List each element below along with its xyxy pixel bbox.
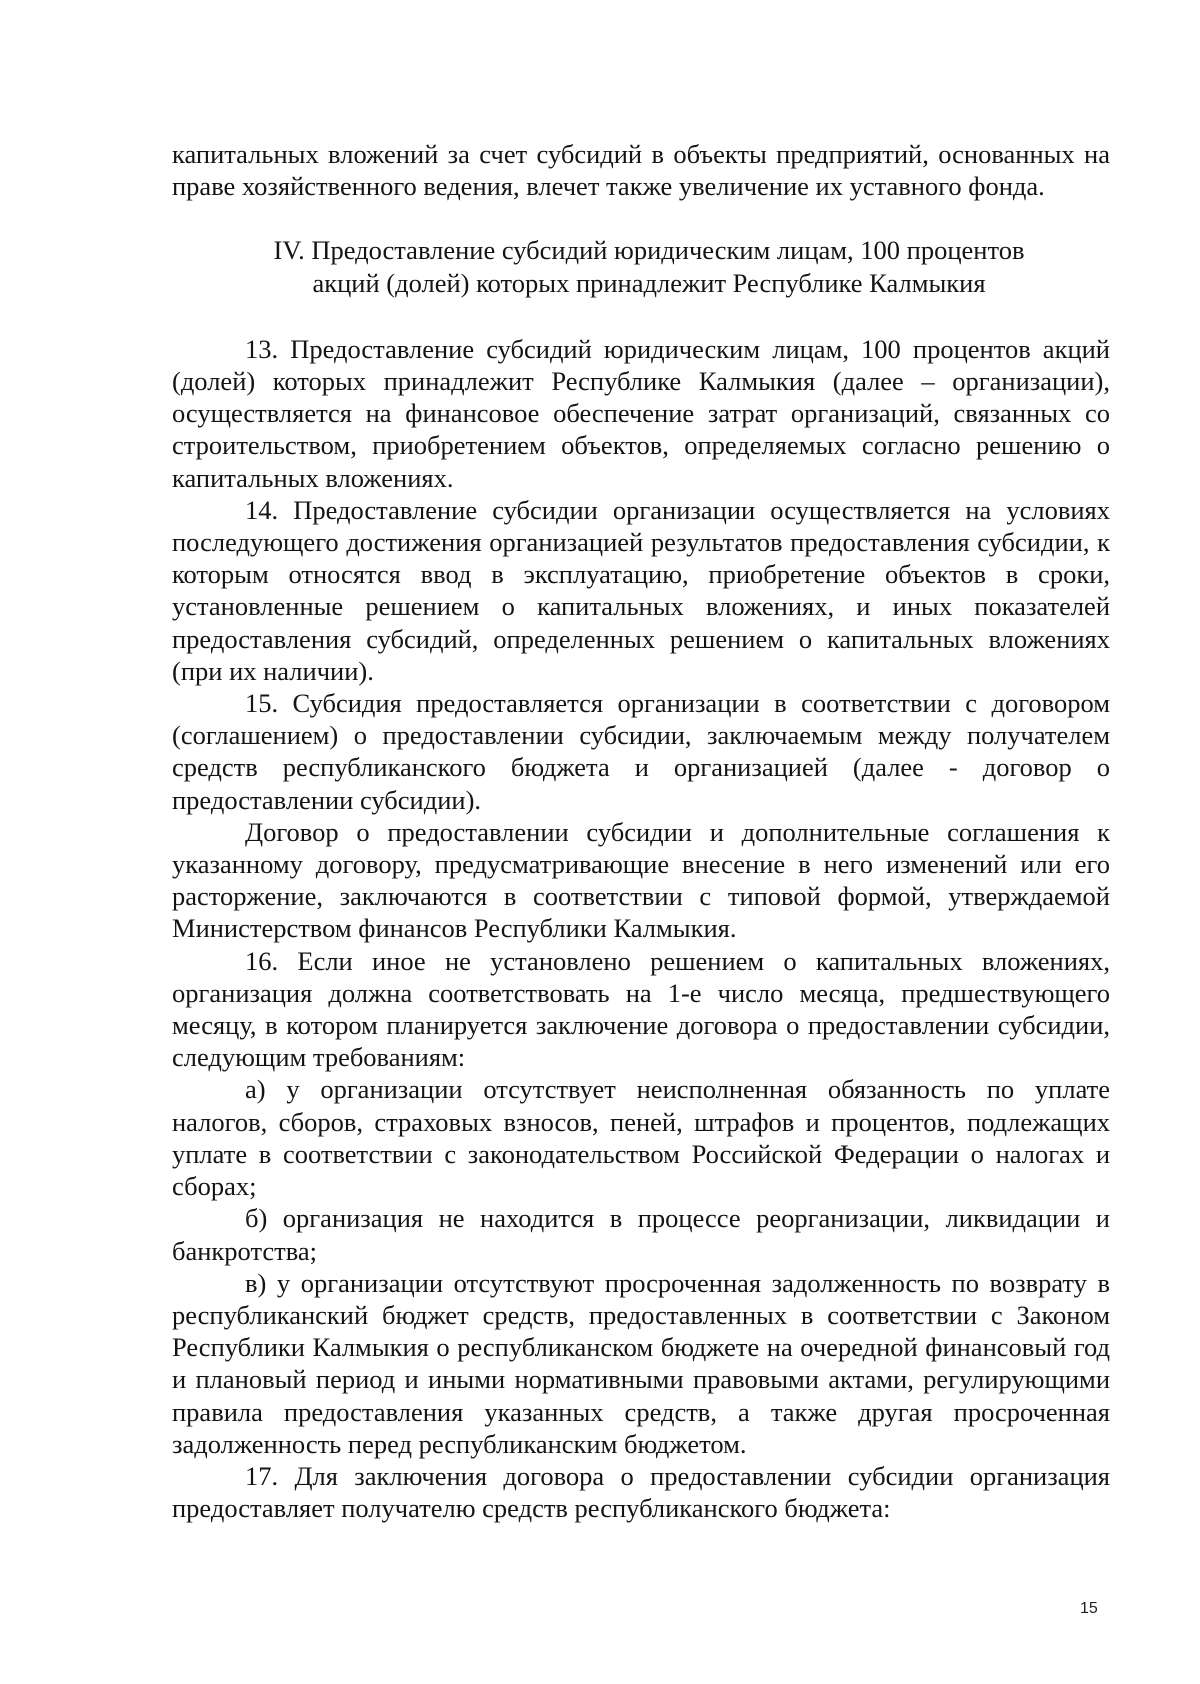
continuation-paragraph: капитальных вложений за счет субсидий в объекты предприятий, основанных на праве хозяйственного ведения, влечет также увеличение их уставного фонда. [172,139,1110,202]
paragraph-14: 14. Предоставление субсидии организации осуществляется на условиях последующего достижения организацией результатов предоставления субсидии, к которым относятся ввод в эксплуатацию, приобретение объектов в сроки, установленные решением о капитальных вложениях, и иных показателей предоставления субсидий, определенных решением о капитальных вложениях (при их наличии). [172,494,1110,686]
spacer [172,299,1110,333]
paragraph-15: 15. Субсидия предоставляется организации в соответствии с договором (соглашением) о предоставлении субсидии, заключаемым между получателем средств республиканского бюджета и организацией (далее - договор о предоставлении субсидии). [172,688,1110,815]
spacer [172,202,1110,234]
paragraph-16-a: а) у организации отсутствует неисполненная обязанность по уплате налогов, сборов, страховых взносов, пеней, штрафов и процентов, подлежащих уплате в соответствии с законодательством Российской Федерации о налогах и сборах; [172,1074,1110,1202]
paragraph-16: 16. Если иное не установлено решением о капитальных вложениях, организация должна соответствовать на 1-е число месяца, предшествующего месяцу, в котором планируется заключение договора о предоставлении субсидии, следующим требованиям: [172,945,1110,1073]
section-heading-line-2: акций (долей) которых принадлежит Республике Калмыкия [312,267,986,298]
paragraph-15-contract: Договор о предоставлении субсидии и дополнительные соглашения к указанному договору, предусматривающие внесение в него изменений или его расторжение, заключаются в соответствии с типовой формой, утверждаемой Министерством финансов Республики Калмыкия. [172,816,1110,944]
paragraph-16-c: в) у организации отсутствуют просроченная задолженность по возврату в республиканский бюджет средств, предоставленных в соответствии с Законом Республики Калмыкия о республиканском бюджете на очередной финансовый год и плановый период и иными нормативными правовыми актами, регулирующими правила предоставления указанных средств, а также другая просроченная задолженность перед республиканским бюджетом. [172,1267,1110,1459]
section-heading [172,234,1110,298]
page-body [172,138,1110,1524]
paragraph-16-b: б) организация не находится в процессе реорганизации, ликвидации и банкротства; [172,1203,1110,1266]
paragraph-13: 13. Предоставление субсидий юридическим лицам, 100 процентов акций (долей) которых принадлежит Республике Калмыкия (далее – организации), осуществляется на финансовое обеспечение затрат организаций, связанных со строительством, приобретением объектов, определяемых согласно решению о капитальных вложениях. [172,333,1110,493]
page-number: 15 [1080,1600,1098,1617]
section-heading-line-1: IV. Предоставление субсидий юридическим лицам, 100 процентов [273,235,1025,266]
paragraph-17: 17. Для заключения договора о предоставлении субсидии организация предоставляет получателю средств республиканского бюджета: [172,1460,1110,1524]
